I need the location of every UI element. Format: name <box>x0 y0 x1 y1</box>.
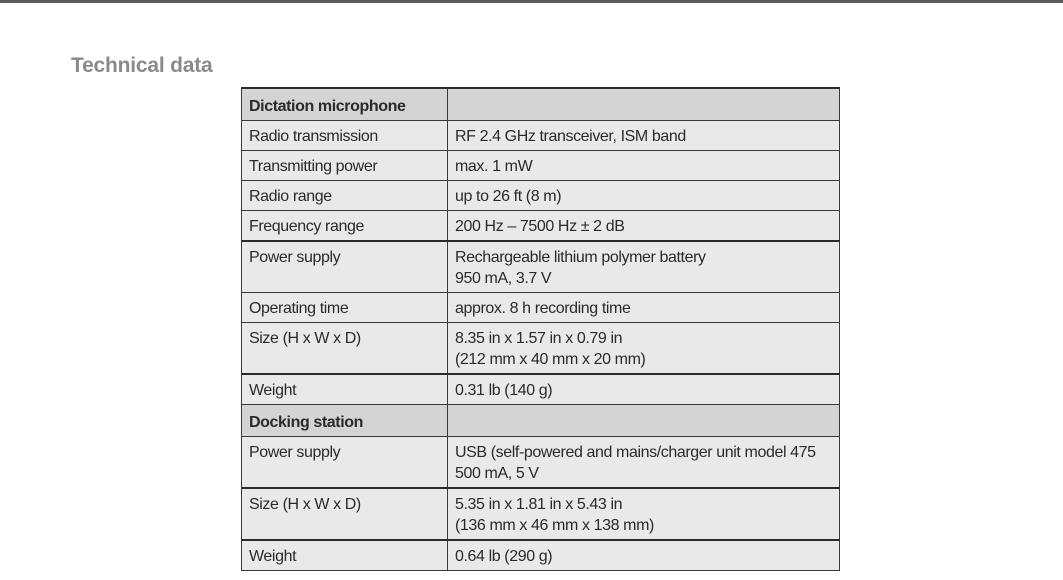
row-value: max. 1 mW <box>448 151 840 181</box>
row-value: up to 26 ft (8 m) <box>448 181 840 211</box>
top-rule <box>0 0 1063 3</box>
section-heading-value <box>448 405 840 437</box>
row-label: Size (H x W x D) <box>242 323 448 375</box>
section-header-docking-station <box>242 405 840 437</box>
row-value: 5.35 in x 1.81 in x 5.43 in (136 mm x 46 mm x 138 mm) <box>448 488 840 540</box>
section-heading: Dictation microphone <box>242 88 448 121</box>
technical-data-table <box>241 87 840 571</box>
table-row <box>242 151 840 181</box>
row-label: Size (H x W x D) <box>242 488 448 540</box>
table-row <box>242 121 840 151</box>
row-value: 8.35 in x 1.57 in x 0.79 in (212 mm x 40 mm x 20 mm) <box>448 323 840 375</box>
table-row <box>242 181 840 211</box>
row-label: Operating time <box>242 293 448 323</box>
row-label: Frequency range <box>242 211 448 242</box>
section-heading-value <box>448 88 840 121</box>
section-heading: Docking station <box>242 405 448 437</box>
row-value: 0.64 lb (290 g) <box>448 540 840 571</box>
row-label: Weight <box>242 374 448 405</box>
table-row <box>242 540 840 571</box>
row-label: Radio range <box>242 181 448 211</box>
row-label: Transmitting power <box>242 151 448 181</box>
table-row <box>242 241 840 293</box>
table-row <box>242 437 840 489</box>
table-row <box>242 323 840 375</box>
table-row <box>242 488 840 540</box>
row-label: Power supply <box>242 241 448 293</box>
row-label: Radio transmission <box>242 121 448 151</box>
table-row <box>242 374 840 405</box>
row-value: Rechargeable lithium polymer battery 950 mA, 3.7 V <box>448 241 840 293</box>
row-value: approx. 8 h recording time <box>448 293 840 323</box>
row-value: RF 2.4 GHz transceiver, ISM band <box>448 121 840 151</box>
row-label: Power supply <box>242 437 448 489</box>
table-row <box>242 293 840 323</box>
row-value: USB (self-powered and mains/charger unit model 475 500 mA, 5 V <box>448 437 840 489</box>
section-header-dictation-microphone <box>242 88 840 121</box>
table-row <box>242 211 840 242</box>
row-value: 0.31 lb (140 g) <box>448 374 840 405</box>
page-title: Technical data <box>71 54 213 77</box>
row-label: Weight <box>242 540 448 571</box>
row-value: 200 Hz – 7500 Hz ± 2 dB <box>448 211 840 242</box>
